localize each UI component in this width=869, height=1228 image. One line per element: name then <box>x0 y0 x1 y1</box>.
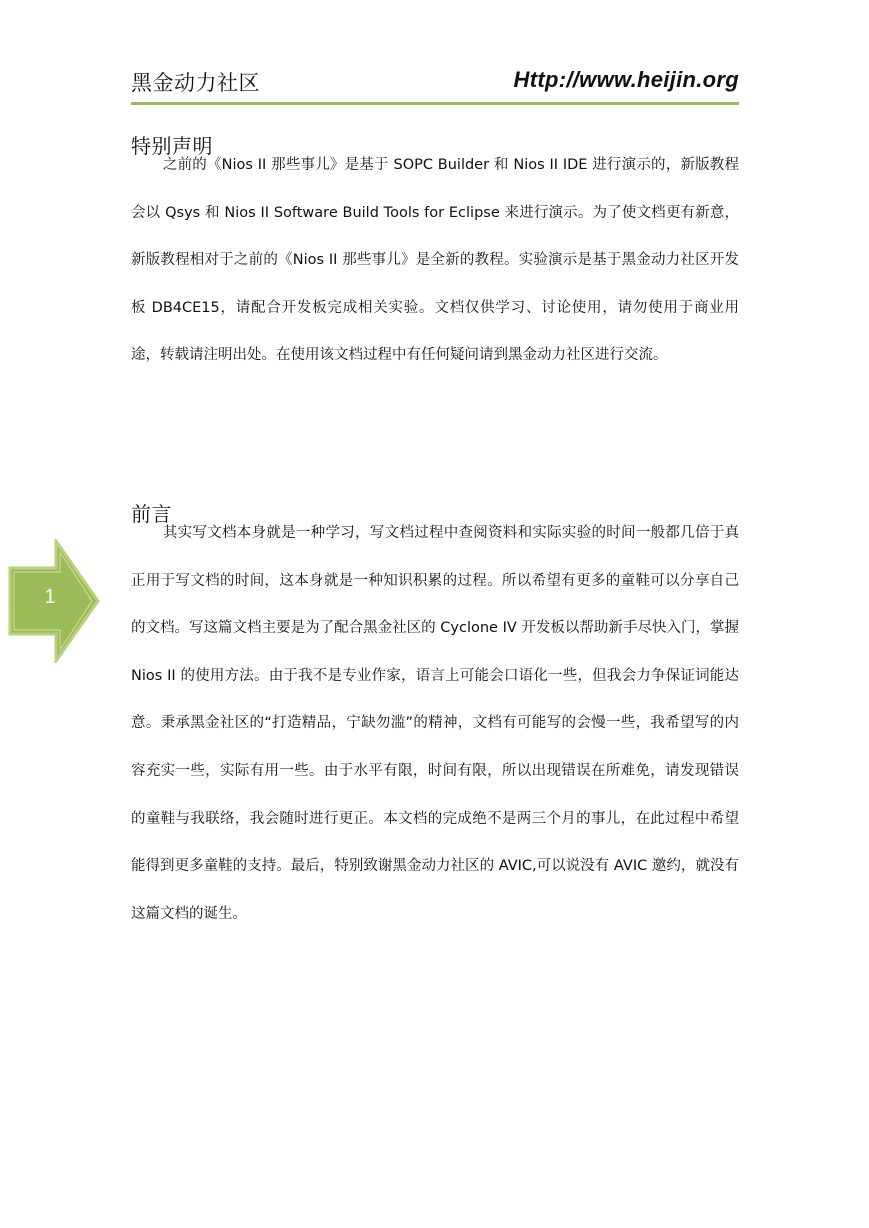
page-number: 1 <box>44 586 56 608</box>
statement-paragraph: 之前的《Nios II 那些事儿》是基于 SOPC Builder 和 Nios II IDE 进行演示的，新版教程会以 Qsys 和 Nios II Software Build Tools for Eclipse 来进行演示。为了使文档更有新意，新版教程相对于之前的《Nios II 那些事儿》是全新的教程。实验演示是基于黑金动力社区开发板 DB4CE15，请配合开发板完成相关实验。文档仅供学习、讨论使用，请勿使用于商业用途，转载请注明出处。在使用该文档过程中有任何疑问请到黑金动力社区进行交流。 <box>131 157 739 364</box>
site-url: Http://www.heijin.org <box>513 67 739 92</box>
page-header <box>131 62 739 105</box>
section-title-statement: 特别声明 <box>131 134 213 158</box>
section-title-preface: 前言 <box>131 502 172 526</box>
site-name: 黑金动力社区 <box>131 71 260 95</box>
preface-paragraph: 其实写文档本身就是一种学习，写文档过程中查阅资料和实际实验的时间一般都几倍于真正用于写文档的时间，这本身就是一种知识积累的过程。所以希望有更多的童鞋可以分享自己的文档。写这篇文档主要是为了配合黑金社区的 Cyclone IV 开发板以帮助新手尽快入门，掌握 Nios II 的使用方法。由于我不是专业作家，语言上可能会口语化一些，但我会力争保证词能达意。秉承黑金社区的“打造精品，宁缺勿滥”的精神，文档有可能写的会慢一些，我希望写的内容充实一些，实际有用一些。由于水平有限，时间有限，所以出现错误在所难免，请发现错误的童鞋与我联络，我会随时进行更正。本文档的完成绝不是两三个月的事儿，在此过程中希望能得到更多童鞋的支持。最后，特别致谢黑金动力社区的 AVIC,可以说没有 AVIC 邀约，就没有这篇文档的诞生。 <box>131 525 739 922</box>
